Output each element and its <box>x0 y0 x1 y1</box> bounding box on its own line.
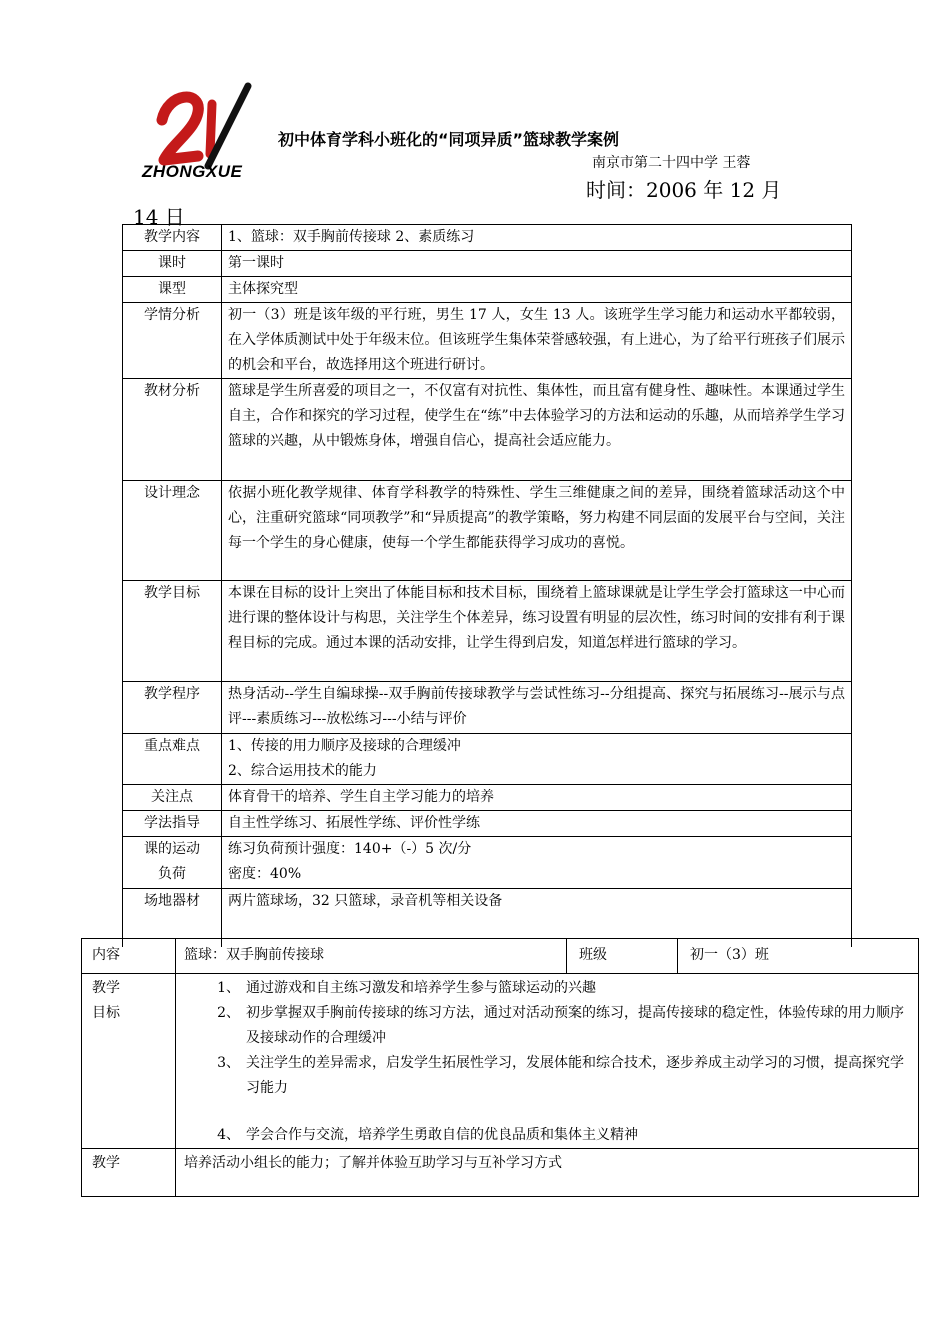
goals-list <box>176 974 919 1149</box>
row-value: 体育骨干的培养、学生自主学习能力的培养 <box>222 785 852 811</box>
row-value-line: 密度：40% <box>228 866 302 882</box>
table-row <box>123 734 852 785</box>
goals-label-line: 教学 <box>92 980 120 996</box>
row-label: 课型 <box>123 277 222 303</box>
goals-label <box>82 974 176 1149</box>
table-row <box>123 785 852 811</box>
goal-text: 关注学生的差异需求，启发学生拓展性学习，发展体能和综合技术，逐步养成主动学习的习惯，提高探究学习能力 <box>246 1055 904 1096</box>
table-row <box>123 481 852 581</box>
row-label: 重点难点 <box>123 734 222 785</box>
row-label: 教学目标 <box>123 581 222 682</box>
row-label-line: 课的运动 <box>144 841 200 857</box>
date-line: 时间：2006 年 12 月 <box>586 178 782 202</box>
row-label <box>123 837 222 889</box>
goals-label-line: 目标 <box>92 1005 120 1021</box>
logo-wordmark: ZHONGXUE <box>142 162 243 181</box>
row-value: 主体探究型 <box>222 277 852 303</box>
goal-text: 学会合作与交流，培养学生勇敢自信的优良品质和集体主义精神 <box>246 1127 638 1143</box>
row-label: 设计理念 <box>123 481 222 581</box>
row-value <box>222 734 852 785</box>
lesson-overview-table <box>122 224 852 947</box>
list-item <box>176 1001 912 1051</box>
row-value-line: 1、传接的用力顺序及接球的合理缓冲 <box>228 738 461 754</box>
list-item <box>176 1051 912 1101</box>
row-value: 两片篮球场，32 只篮球，录音机等相关设备 <box>222 889 852 947</box>
date-line-continued: 14 日 <box>133 205 185 229</box>
table-row <box>123 682 852 734</box>
list-item <box>176 1123 912 1148</box>
row-label: 学情分析 <box>123 303 222 379</box>
content-value: 篮球：双手胸前传接球 <box>176 939 567 974</box>
row-value-line: 2、综合运用技术的能力 <box>228 763 377 779</box>
row-label: 教学内容 <box>123 225 222 251</box>
row-value-line: 练习负荷预计强度：140+（-）5 次/分 <box>228 841 472 857</box>
row-value: 第一课时 <box>222 251 852 277</box>
table-row <box>123 811 852 837</box>
table-row <box>123 303 852 379</box>
goal-text: 通过游戏和自主练习激发和培养学生参与篮球运动的兴趣 <box>246 980 596 996</box>
row-value: 1、篮球：双手胸前传接球 2、素质练习 <box>222 225 852 251</box>
goal-number: 3、 <box>217 1055 240 1071</box>
row-label: 学法指导 <box>123 811 222 837</box>
row-value: 自主性学练习、拓展性学练、评价性学练 <box>222 811 852 837</box>
row-value: 依据小班化教学规律、体育学科教学的特殊性、学生三维健康之间的差异，围绕着篮球活动这个中心，注重研究篮球“同项教学”和“异质提高”的教学策略，努力构建不同层面的发展平台与空间，关注每一个学生的身心健康，使每一个学生都能获得学习成功的喜悦。 <box>222 481 852 581</box>
lesson-detail-table <box>81 938 919 1197</box>
class-label: 班级 <box>567 939 678 974</box>
row-label-line: 负荷 <box>158 866 186 882</box>
row-label: 课时 <box>123 251 222 277</box>
table-row <box>123 277 852 303</box>
row-value <box>222 837 852 889</box>
table-row <box>82 939 919 974</box>
list-item <box>176 976 912 1001</box>
table-row <box>82 1149 919 1197</box>
table-row <box>82 974 919 1149</box>
goal-number: 4、 <box>217 1127 240 1143</box>
row-label: 教学 <box>82 1149 176 1197</box>
row-value: 培养活动小组长的能力；了解并体验互助学习与互补学习方式 <box>176 1149 919 1197</box>
class-value: 初一（3）班 <box>678 939 919 974</box>
table-row <box>123 225 852 251</box>
table-row <box>123 379 852 481</box>
row-value: 热身活动--学生自编球操--双手胸前传接球教学与尝试性练习--分组提高、探究与拓展练习--展示与点评---素质练习---放松练习---小结与评价 <box>222 682 852 734</box>
row-label: 教学程序 <box>123 682 222 734</box>
author-line: 南京市第二十四中学 王蓉 <box>592 155 751 171</box>
goal-number: 2、 <box>217 1005 240 1021</box>
goal-number: 1、 <box>217 980 240 996</box>
row-label: 教材分析 <box>123 379 222 481</box>
table-row <box>123 837 852 889</box>
table-row <box>123 581 852 682</box>
row-label: 关注点 <box>123 785 222 811</box>
goal-text: 初步掌握双手胸前传接球的练习方法，通过对活动预案的练习，提高传接球的稳定性，体验传球的用力顺序及接球动作的合理缓冲 <box>246 1005 904 1046</box>
document-title: 初中体育学科小班化的“同项异质”篮球教学案例 <box>278 130 620 149</box>
row-value: 本课在目标的设计上突出了体能目标和技术目标，围绕着上篮球课就是让学生学会打篮球这一中心而进行课的整体设计与构思，关注学生个体差异，练习设置有明显的层次性，练习时间的安排有利于课程目标的完成。通过本课的活动安排，让学生得到启发，知道怎样进行篮球的学习。 <box>222 581 852 682</box>
row-label: 场地器材 <box>123 889 222 947</box>
content-label: 内容 <box>82 939 176 974</box>
row-value: 初一（3）班是该年级的平行班，男生 17 人，女生 13 人。该班学生学习能力和运动水平都较弱，在入学体质测试中处于年级末位。但该班学生集体荣誉感较强，有上进心，为了给平行班孩子们展示的机会和平台，故选择用这个班进行研讨。 <box>222 303 852 379</box>
table-row <box>123 251 852 277</box>
row-value: 篮球是学生所喜爱的项目之一，不仅富有对抗性、集体性，而且富有健身性、趣味性。本课通过学生自主，合作和探究的学习过程，使学生在“练”中去体验学习的方法和运动的乐趣，从而培养学生学习篮球的兴趣，从中锻炼身体，增强自信心，提高社会适应能力。 <box>222 379 852 481</box>
